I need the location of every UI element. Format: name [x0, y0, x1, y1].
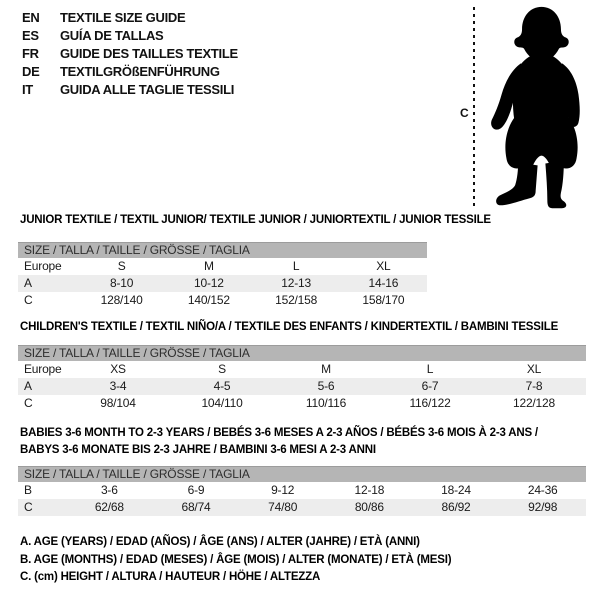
language-row-fr: [22, 45, 238, 63]
age-cell: 4-5: [213, 379, 231, 393]
row-label: A: [24, 379, 32, 393]
row-label: B: [24, 483, 32, 497]
row-label: C: [24, 500, 33, 514]
height-cell: 92/98: [528, 500, 558, 514]
section-title-babies-line2: BABYS 3-6 MONATE BIS 2-3 JAHRE / BAMBINI 3-6 MESI A 2-3 ANNI: [20, 443, 376, 456]
table-row-europe: [18, 258, 427, 275]
section-title-children: CHILDREN'S TEXTILE / TEXTIL NIÑO/A / TEXTILE DES ENFANTS / KINDERTEXTIL / BAMBINI TESSILE: [20, 321, 559, 333]
height-cell: 62/68: [94, 500, 124, 514]
baby-silhouette-icon: [488, 4, 595, 212]
height-dashed-line: [473, 7, 475, 208]
table-row-age-months: [18, 482, 586, 499]
height-cell: 68/74: [181, 500, 211, 514]
guide-title-fr: GUIDE DES TAILLES TEXTILE: [60, 46, 238, 61]
guide-title-en: TEXTILE SIZE GUIDE: [60, 10, 186, 25]
size-cell: M: [321, 362, 331, 376]
size-cell: L: [292, 259, 300, 273]
size-cell: M: [203, 259, 214, 273]
height-cell: 80/86: [354, 500, 384, 514]
language-row-it: [22, 81, 238, 99]
junior-size-table: [18, 242, 427, 309]
age-cell: 24-36: [527, 483, 558, 497]
legend-line-a: A. AGE (YEARS) / EDAD (AÑOS) / ÂGE (ANS) / ALTER (JAHRE) / ETÀ (ANNI): [20, 536, 420, 548]
age-cell: 7-8: [525, 379, 543, 393]
height-cell: 140/152: [187, 293, 230, 307]
table-row-age: [18, 378, 586, 395]
height-cell: 122/128: [513, 396, 555, 410]
legend-line-b: B. AGE (MONTHS) / EDAD (MESES) / ÂGE (MOIS) / ALTER (MONATE) / ETÀ (MESI): [20, 553, 452, 566]
height-cell: 158/170: [362, 293, 405, 307]
size-cell: S: [117, 259, 126, 273]
height-cell: 98/104: [100, 396, 136, 410]
size-header-bar: SIZE / TALLA / TAILLE / GRÖSSE / TAGLIA: [18, 466, 586, 482]
language-row-es: [22, 27, 238, 45]
size-cell: XS: [110, 362, 126, 376]
size-cell: XL: [376, 259, 391, 273]
age-cell: 6-7: [421, 379, 439, 393]
language-row-de: [22, 63, 238, 81]
age-cell: 9-12: [271, 483, 295, 497]
row-label: A: [24, 276, 32, 290]
legend-notes: [20, 534, 451, 587]
language-code: DE: [22, 64, 40, 79]
language-code: EN: [22, 10, 40, 25]
section-title-junior: JUNIOR TEXTILE / TEXTIL JUNIOR/ TEXTILE JUNIOR / JUNIORTEXTIL / JUNIOR TESSILE: [20, 214, 491, 226]
table-row-height: [18, 292, 427, 309]
babies-size-table: [18, 466, 586, 516]
row-label: Europe: [24, 362, 62, 376]
age-cell: 14-16: [368, 276, 399, 290]
language-code: IT: [22, 82, 33, 97]
language-code: FR: [22, 46, 39, 61]
table-row-height: [18, 499, 586, 516]
size-cell: L: [426, 362, 434, 376]
guide-title-it: GUIDA ALLE TAGLIE TESSILI: [60, 82, 235, 97]
age-cell: 12-18: [354, 483, 385, 497]
table-row-age: [18, 275, 427, 292]
section-title-babies: [20, 425, 538, 458]
table-row-height: [18, 395, 586, 412]
legend-line-c: C. (cm) HEIGHT / ALTURA / HAUTEUR / HÖHE / ALTEZZA: [20, 571, 321, 583]
height-measure-label: C: [460, 106, 469, 120]
height-cell: 104/110: [201, 396, 243, 410]
size-cell: S: [218, 362, 226, 376]
language-row-en: [22, 9, 238, 27]
size-cell: XL: [526, 362, 542, 376]
size-header-bar: SIZE / TALLA / TAILLE / GRÖSSE / TAGLIA: [18, 242, 427, 258]
age-cell: 3-6: [100, 483, 118, 497]
height-cell: 128/140: [100, 293, 143, 307]
age-cell: 3-4: [109, 379, 127, 393]
age-cell: 6-9: [187, 483, 205, 497]
age-cell: 12-13: [281, 276, 311, 290]
section-title-babies-line1: BABIES 3-6 MONTH TO 2-3 YEARS / BEBÉS 3-6 MESES A 2-3 AÑOS / BÉBÉS 3-6 MOIS À 2-3 ANS /: [20, 427, 538, 439]
height-cell: 116/122: [409, 396, 451, 410]
table-row-europe: [18, 361, 586, 378]
row-label: C: [24, 293, 33, 307]
language-title-list: [22, 9, 238, 99]
size-header-bar: SIZE / TALLA / TAILLE / GRÖSSE / TAGLIA: [18, 345, 586, 361]
guide-title-es: GUÍA DE TALLAS: [60, 28, 164, 43]
language-code: ES: [22, 28, 39, 43]
height-cell: 152/158: [275, 293, 318, 307]
height-figure: [447, 3, 597, 213]
height-cell: 110/116: [305, 396, 347, 410]
children-size-table: [18, 345, 586, 412]
height-cell: 86/92: [441, 500, 471, 514]
guide-title-de: TEXTILGRÖßENFÜHRUNG: [60, 64, 220, 79]
age-cell: 10-12: [194, 276, 224, 290]
age-cell: 5-6: [317, 379, 335, 393]
row-label: Europe: [24, 259, 62, 273]
row-label: C: [24, 396, 33, 410]
age-cell: 8-10: [110, 276, 134, 290]
height-cell: 74/80: [268, 500, 298, 514]
age-cell: 18-24: [441, 483, 471, 497]
